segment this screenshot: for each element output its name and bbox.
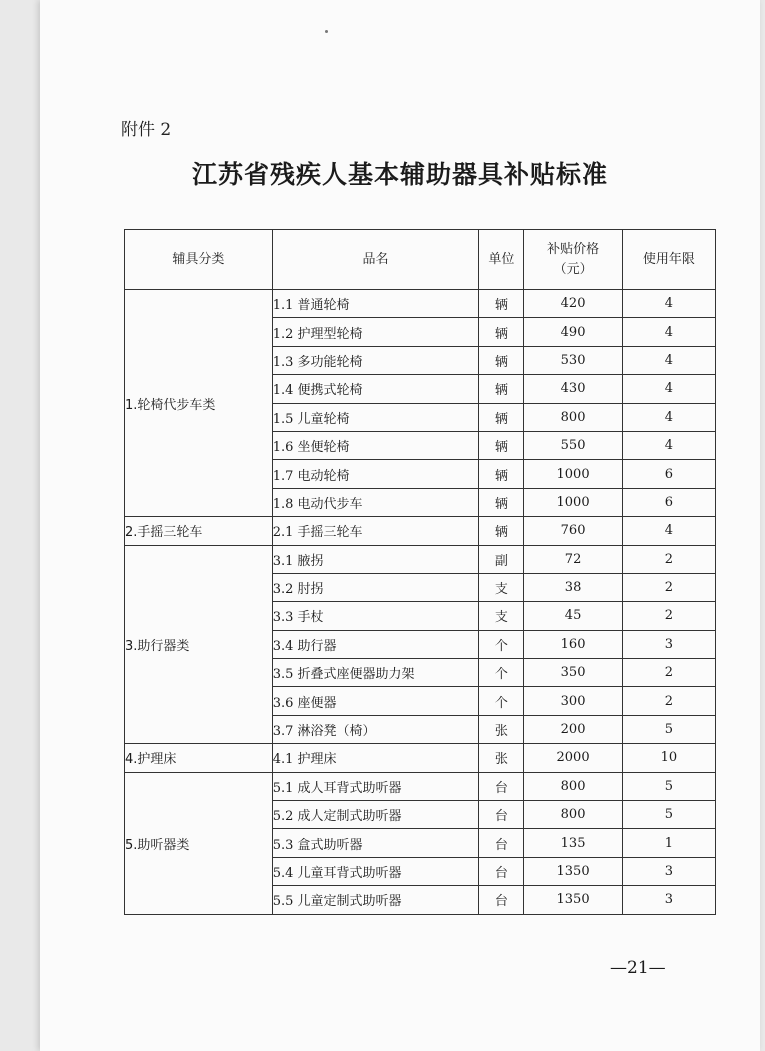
table-row — [125, 744, 716, 772]
name-cell: 5.1 成人耳背式助听器 — [272, 772, 479, 800]
unit-cell: 副 — [479, 545, 524, 573]
name-cell: 3.7 淋浴凳（椅） — [272, 715, 479, 743]
name-cell: 1.2 护理型轮椅 — [272, 318, 479, 346]
header-name: 品名 — [272, 230, 479, 290]
unit-cell: 台 — [479, 857, 524, 885]
price-cell: 760 — [524, 517, 622, 545]
unit-cell: 辆 — [479, 318, 524, 346]
unit-cell: 台 — [479, 829, 524, 857]
price-cell: 430 — [524, 375, 622, 403]
name-cell: 1.4 便携式轮椅 — [272, 375, 479, 403]
unit-cell: 辆 — [479, 346, 524, 374]
unit-cell: 辆 — [479, 488, 524, 516]
category-cell: 1.轮椅代步车类 — [125, 290, 273, 517]
category-cell: 4.护理床 — [125, 744, 273, 772]
table-row — [125, 517, 716, 545]
name-cell: 1.8 电动代步车 — [272, 488, 479, 516]
years-cell: 6 — [622, 460, 715, 488]
page-number: —21— — [610, 958, 666, 978]
price-cell: 350 — [524, 659, 622, 687]
price-cell: 800 — [524, 403, 622, 431]
name-cell: 3.2 肘拐 — [272, 573, 479, 601]
header-price-line1: 补贴价格 — [547, 241, 600, 257]
years-cell: 5 — [622, 801, 715, 829]
unit-cell: 支 — [479, 602, 524, 630]
header-price-line2: （元） — [553, 261, 593, 277]
table-row — [125, 772, 716, 800]
name-cell: 1.5 儿童轮椅 — [272, 403, 479, 431]
years-cell: 2 — [622, 573, 715, 601]
years-cell: 4 — [622, 375, 715, 403]
page-title: 江苏省残疾人基本辅助器具补贴标准 — [191, 160, 608, 189]
unit-cell: 辆 — [479, 290, 524, 318]
document-page — [40, 0, 760, 1051]
name-cell: 3.4 助行器 — [272, 630, 479, 658]
name-cell: 3.3 手杖 — [272, 602, 479, 630]
scan-speck — [325, 30, 328, 33]
price-cell: 800 — [524, 801, 622, 829]
price-cell: 38 — [524, 573, 622, 601]
category-cell: 2.手摇三轮车 — [125, 517, 273, 545]
years-cell: 1 — [622, 829, 715, 857]
years-cell: 4 — [622, 403, 715, 431]
years-cell: 4 — [622, 346, 715, 374]
table-body — [125, 290, 716, 915]
name-cell: 1.1 普通轮椅 — [272, 290, 479, 318]
unit-cell: 个 — [479, 659, 524, 687]
years-cell: 2 — [622, 687, 715, 715]
table-header-row — [125, 230, 716, 290]
name-cell: 1.3 多功能轮椅 — [272, 346, 479, 374]
price-cell: 1350 — [524, 857, 622, 885]
name-cell: 3.5 折叠式座便器助力架 — [272, 659, 479, 687]
table-row — [125, 290, 716, 318]
price-cell: 420 — [524, 290, 622, 318]
years-cell: 4 — [622, 318, 715, 346]
category-cell: 5.助听器类 — [125, 772, 273, 914]
attachment-label: 附件 2 — [121, 120, 172, 140]
price-cell: 45 — [524, 602, 622, 630]
price-cell: 530 — [524, 346, 622, 374]
price-cell: 200 — [524, 715, 622, 743]
name-cell: 3.6 座便器 — [272, 687, 479, 715]
years-cell: 4 — [622, 290, 715, 318]
years-cell: 2 — [622, 659, 715, 687]
header-years: 使用年限 — [622, 230, 715, 290]
header-category: 辅具分类 — [125, 230, 273, 290]
years-cell: 4 — [622, 431, 715, 459]
name-cell: 2.1 手摇三轮车 — [272, 517, 479, 545]
unit-cell: 辆 — [479, 460, 524, 488]
name-cell: 5.2 成人定制式助听器 — [272, 801, 479, 829]
unit-cell: 台 — [479, 772, 524, 800]
category-cell: 3.助行器类 — [125, 545, 273, 744]
unit-cell: 张 — [479, 715, 524, 743]
years-cell: 2 — [622, 545, 715, 573]
years-cell: 5 — [622, 715, 715, 743]
name-cell: 5.5 儿童定制式助听器 — [272, 886, 479, 914]
unit-cell: 支 — [479, 573, 524, 601]
unit-cell: 张 — [479, 744, 524, 772]
years-cell: 3 — [622, 630, 715, 658]
years-cell: 2 — [622, 602, 715, 630]
price-cell: 550 — [524, 431, 622, 459]
name-cell: 1.7 电动轮椅 — [272, 460, 479, 488]
years-cell: 10 — [622, 744, 715, 772]
price-cell: 1000 — [524, 488, 622, 516]
years-cell: 6 — [622, 488, 715, 516]
price-cell: 160 — [524, 630, 622, 658]
years-cell: 5 — [622, 772, 715, 800]
price-cell: 135 — [524, 829, 622, 857]
header-unit: 单位 — [479, 230, 524, 290]
name-cell: 5.4 儿童耳背式助听器 — [272, 857, 479, 885]
unit-cell: 辆 — [479, 403, 524, 431]
years-cell: 3 — [622, 857, 715, 885]
name-cell: 5.3 盒式助听器 — [272, 829, 479, 857]
price-cell: 2000 — [524, 744, 622, 772]
unit-cell: 辆 — [479, 375, 524, 403]
name-cell: 4.1 护理床 — [272, 744, 479, 772]
price-cell: 72 — [524, 545, 622, 573]
unit-cell: 台 — [479, 886, 524, 914]
table-row — [125, 545, 716, 573]
years-cell: 4 — [622, 517, 715, 545]
header-price — [524, 230, 622, 290]
price-cell: 300 — [524, 687, 622, 715]
name-cell: 3.1 腋拐 — [272, 545, 479, 573]
price-cell: 1350 — [524, 886, 622, 914]
unit-cell: 辆 — [479, 517, 524, 545]
name-cell: 1.6 坐便轮椅 — [272, 431, 479, 459]
unit-cell: 辆 — [479, 431, 524, 459]
unit-cell: 个 — [479, 687, 524, 715]
subsidy-table — [124, 229, 716, 915]
price-cell: 800 — [524, 772, 622, 800]
years-cell: 3 — [622, 886, 715, 914]
unit-cell: 台 — [479, 801, 524, 829]
unit-cell: 个 — [479, 630, 524, 658]
price-cell: 1000 — [524, 460, 622, 488]
price-cell: 490 — [524, 318, 622, 346]
